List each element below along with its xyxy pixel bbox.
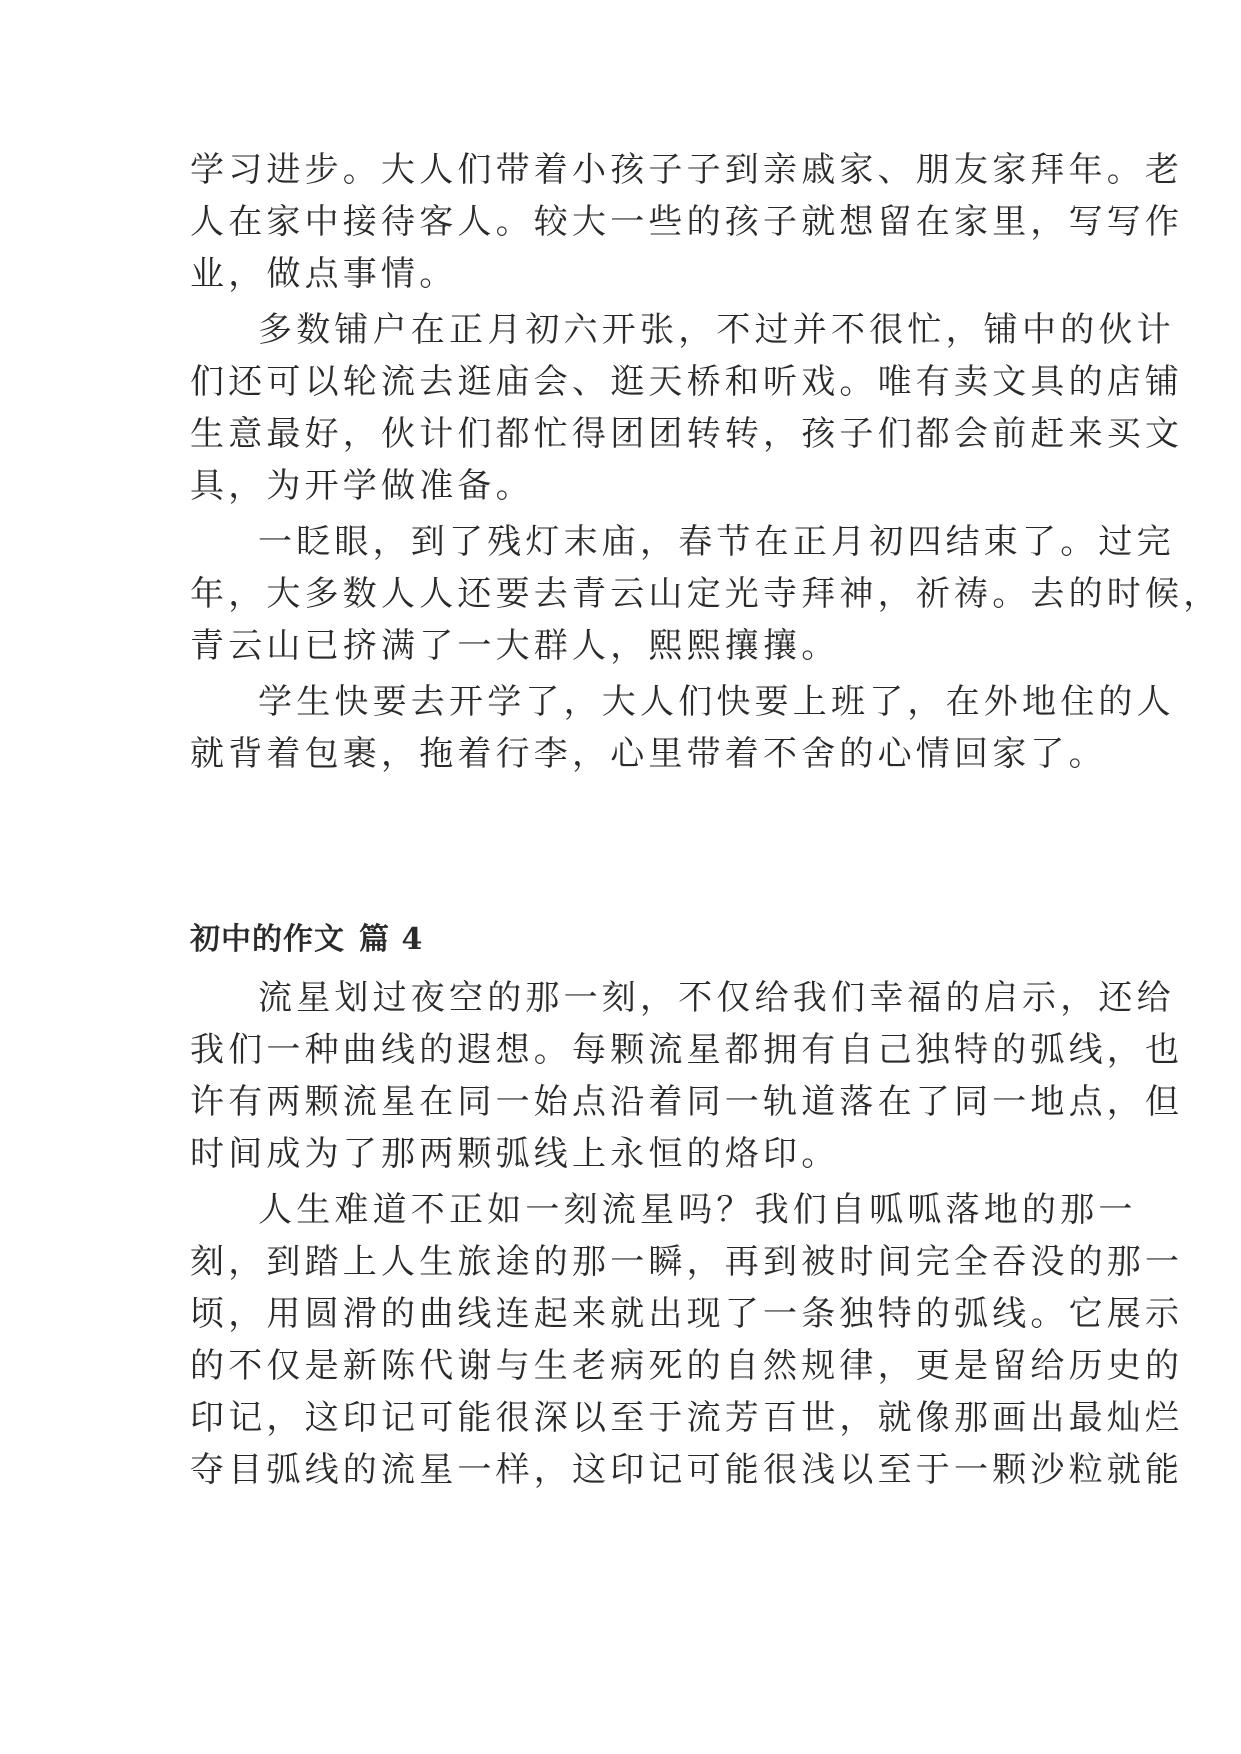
text-line: 具，为开学做准备。 <box>190 466 534 506</box>
text-line: 年，大多数人人还要去青云山定光寺拜神，祈祷。去的时候， <box>190 574 1222 614</box>
text-line: 生意最好，伙计们都忙得团团转转，孩子们都会前赶来买文 <box>190 414 1184 454</box>
text-line: 夺目弧线的流星一样，这印记可能很浅以至于一颗沙粒就能 <box>190 1450 1184 1490</box>
text-line: 印记，这印记可能很深以至于流芳百世，就像那画出最灿烂 <box>190 1398 1184 1438</box>
text-line: 时间成为了那两颗弧线上永恒的烙印。 <box>190 1134 840 1174</box>
paragraph-first-line: 多数铺户在正月初六开张，不过并不很忙，铺中的伙计 <box>258 310 1175 350</box>
text-line: 青云山已挤满了一大群人，熙熙攘攘。 <box>190 626 840 666</box>
text-line: 们还可以轮流去逛庙会、逛天桥和听戏。唯有卖文具的店铺 <box>190 362 1184 402</box>
text-line: 我们一种曲线的遐想。每颗流星都拥有自己独特的弧线，也 <box>190 1030 1184 1070</box>
paragraph-first-line: 一眨眼，到了残灯末庙，春节在正月初四结束了。过完 <box>258 522 1175 562</box>
section-number: 篇 4 <box>359 922 424 957</box>
text-line: 的不仅是新陈代谢与生老病死的自然规律，更是留给历史的 <box>190 1346 1184 1386</box>
section-title: 初中的作文 <box>190 922 345 957</box>
paragraph-first-line: 流星划过夜空的那一刻，不仅给我们幸福的启示，还给 <box>258 978 1175 1018</box>
text-line: 许有两颗流星在同一始点沿着同一轨道落在了同一地点，但 <box>190 1082 1184 1122</box>
text-line: 就背着包裹，拖着行李，心里带着不舍的心情回家了。 <box>190 734 1107 774</box>
text-line: 刻，到踏上人生旅途的那一瞬，再到被时间完全吞没的那一 <box>190 1242 1184 1282</box>
text-line: 顷，用圆滑的曲线连起来就出现了一条独特的弧线。它展示 <box>190 1294 1184 1334</box>
text-line: 人在家中接待客人。较大一些的孩子就想留在家里，写写作 <box>190 202 1184 242</box>
text-line: 学习进步。大人们带着小孩子子到亲戚家、朋友家拜年。老 <box>190 150 1184 190</box>
section-heading <box>190 920 423 960</box>
paragraph-first-line: 人生难道不正如一刻流星吗？我们自呱呱落地的那一 <box>258 1190 1137 1230</box>
paragraph-first-line: 学生快要去开学了，大人们快要上班了，在外地住的人 <box>258 682 1175 722</box>
text-line: 业，做点事情。 <box>190 254 458 294</box>
